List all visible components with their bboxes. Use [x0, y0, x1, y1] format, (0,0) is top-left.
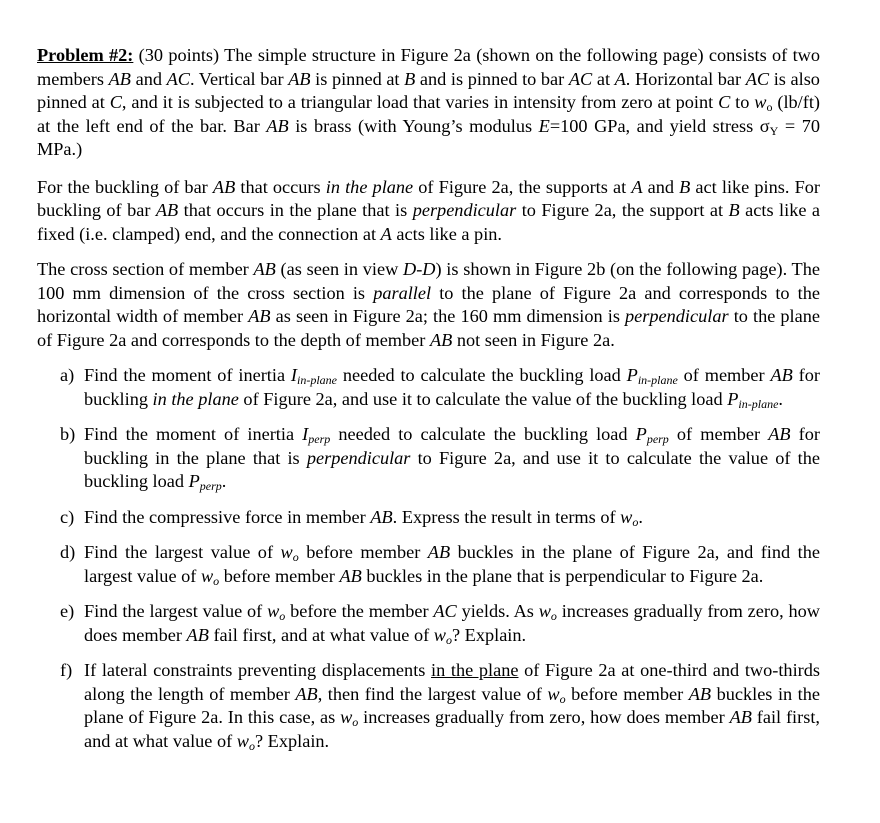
problem-statement: Problem #2: (30 points) The simple structure in Figure 2a (shown on the following page) consists of two members AB and AC. Vertical bar AB is pinned at B and is pinned to bar AC at A. Horizontal bar AC is also pinned at C, and it is subjected to a triangular load that varies in intensity from zero at point C to $w_o$ (lb/ft) at the left end of the bar. Bar AB is brass (with Young’s modulus E=100 GPa, and yield stress $\sigma_Y = 70$ MPa.) — [37, 45, 821, 159]
question-label: f) — [60, 660, 73, 680]
problem-heading: Problem #2: — [37, 45, 134, 65]
question-label: c) — [60, 506, 75, 527]
question-e: e) Find the largest value of $w_o$ before the member AC yields. As $w_o$ increases gradually from zero, how does member AB fail first, and at what value of $w_o$? Explain. — [60, 601, 820, 647]
buckling-conditions-paragraph: For the buckling of bar AB that occurs in the plane of Figure 2a, the supports at A and B act like pins. For buckling of bar AB that occurs in the plane that is perpendicular to Figure 2a, the support at B acts like a fixed (i.e. clamped) end, and the connection at A acts like a pin. — [37, 176, 821, 244]
cross-section-paragraph: The cross section of member AB (as seen in view D-D) is shown in Figure 2b (on the following page). The 100 mm dimension of the cross section is parallel to the plane of Figure 2a and corresponds to the horizontal width of member AB as seen in Figure 2a; the 160 mm dimension is perpendicular to the plane of Figure 2a and corresponds to the depth of member AB not seen in Figure 2a. — [37, 259, 821, 350]
question-c: c) Find the compressive force in member AB. Express the result in terms of $w_o$. — [60, 506, 643, 529]
question-a: a) Find the moment of inertia $I_{in-plane}$ needed to calculate the buckling load $P_{in-plane}$ of member AB for buckling in the plane of Figure 2a, and use it to calculate the value of the buckling load $P_{in-plane}$. — [60, 365, 820, 411]
question-label: a) — [60, 365, 75, 385]
problem-document — [37, 44, 820, 765]
question-f: f) If lateral constraints preventing displacements in the plane of Figure 2a at one-third and two-thirds along the length of member AB, then find the largest value of $w_o$ before member AB buckles in the plane of Figure 2a. In this case, as $w_o$ increases gradually from zero, how does member AB fail first, and at what value of $w_o$? Explain. — [60, 660, 821, 753]
question-label: d) — [60, 542, 76, 562]
question-b: b) Find the moment of inertia $I_{perp}$ needed to calculate the buckling load $P_{perp}$ of member AB for buckling in the plane that is perpendicular to Figure 2a, and use it to calculate the value of the buckling load $P_{perp}$. — [60, 424, 820, 493]
question-label: e) — [60, 601, 75, 621]
question-d: d) Find the largest value of $w_o$ before member AB buckles in the plane of Figure 2a, and find the largest value of $w_o$ before member AB buckles in the plane that is perpendicular to Figure 2a. — [60, 542, 820, 588]
question-label: b) — [60, 424, 76, 444]
question-list — [37, 364, 820, 753]
